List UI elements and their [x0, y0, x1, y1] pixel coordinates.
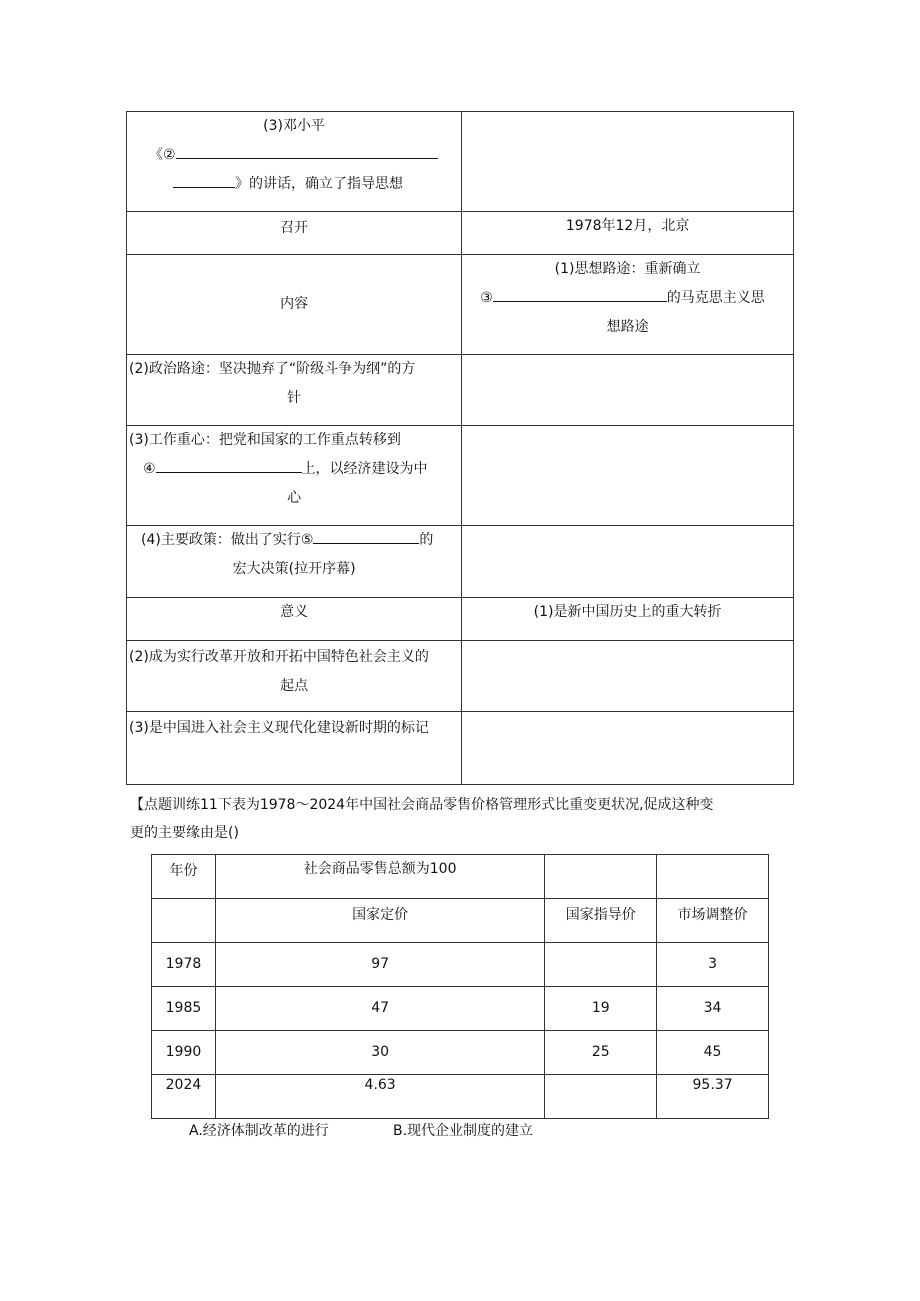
- value-cell: [545, 1075, 657, 1119]
- table-row: [127, 526, 794, 598]
- table-cell: [462, 112, 794, 212]
- cell-text: ③: [480, 290, 493, 306]
- table-row: [127, 598, 794, 641]
- value-cell: 34: [657, 987, 769, 1031]
- option-a[interactable]: A.经济体制改革的进行: [189, 1123, 329, 1139]
- year-cell: 1978: [152, 943, 216, 987]
- table-row: [152, 899, 769, 943]
- cell-text: (4)主要政策：做出了实行⑤: [141, 532, 314, 548]
- table-cell: [127, 526, 462, 598]
- value-cell: 30: [215, 1031, 544, 1075]
- header-year: 年份: [152, 855, 216, 899]
- cell-text: 的马克思主义思: [666, 290, 765, 306]
- cell-text: 《②: [149, 147, 176, 163]
- table-row: [127, 112, 794, 212]
- question-line: 更的主要缘由是(): [130, 825, 239, 841]
- value-cell: 19: [545, 987, 657, 1031]
- table-cell: [127, 641, 462, 712]
- year-cell: 1985: [152, 987, 216, 1031]
- cell-text: 的: [419, 532, 434, 548]
- table-row: [127, 355, 794, 426]
- year-cell: 2024: [152, 1075, 216, 1119]
- cell-text: 召开: [127, 212, 462, 255]
- sub-header: 国家定价: [215, 899, 544, 943]
- cell-text: 》的讲话，确立了指导思想: [235, 176, 403, 192]
- cell-text: ④: [143, 461, 156, 477]
- cell-text: 心: [287, 490, 302, 506]
- value-cell: 45: [657, 1031, 769, 1075]
- cell-text: (3)工作重心：把党和国家的工作重点转移到: [129, 432, 401, 448]
- table-row: [152, 943, 769, 987]
- history-table: [126, 111, 794, 785]
- cell-text: (1)思想路途：重新确立: [554, 261, 701, 277]
- table-row: [152, 855, 769, 899]
- table-cell: [127, 112, 462, 212]
- value-cell: [545, 943, 657, 987]
- table-row: [127, 426, 794, 526]
- table-row: [127, 212, 794, 255]
- cell-text: 想路途: [606, 319, 649, 335]
- fill-blank[interactable]: [493, 285, 667, 302]
- fill-blank[interactable]: [156, 456, 302, 473]
- cell-text: (1)是新中国历史上的重大转折: [462, 598, 794, 641]
- sub-header: 市场调整价: [657, 899, 769, 943]
- table-cell: [462, 641, 794, 712]
- year-cell: 1990: [152, 1031, 216, 1075]
- price-table: [151, 854, 769, 1119]
- value-cell: 3: [657, 943, 769, 987]
- table-cell: [127, 426, 462, 526]
- table-cell: [127, 355, 462, 426]
- table-row: [127, 641, 794, 712]
- table-row: [127, 712, 794, 785]
- fill-blank[interactable]: [176, 142, 438, 159]
- table-cell: [462, 526, 794, 598]
- cell-text: [127, 455, 461, 484]
- cell-text: 上，以经济建设为中: [301, 461, 428, 477]
- cell-text: [127, 170, 461, 199]
- value-cell: 97: [215, 943, 544, 987]
- cell-text: 宏大决策(拉开序幕): [232, 561, 356, 577]
- value-cell: 25: [545, 1031, 657, 1075]
- table-cell: [462, 255, 794, 355]
- cell-text: 内容: [127, 255, 462, 355]
- option-b[interactable]: B.现代企业制度的建立: [393, 1123, 534, 1139]
- table-row: [127, 255, 794, 355]
- value-cell: 95.37: [657, 1075, 769, 1119]
- cell-text: [462, 284, 793, 313]
- table-cell: [462, 355, 794, 426]
- cell-text: 意义: [127, 598, 462, 641]
- cell-text: 针: [287, 390, 302, 406]
- sub-header: 国家指导价: [545, 899, 657, 943]
- cell-text: 起点: [280, 678, 309, 694]
- fill-blank[interactable]: [173, 171, 235, 188]
- table-cell: [545, 855, 657, 899]
- value-cell: 47: [215, 987, 544, 1031]
- table-cell: [152, 899, 216, 943]
- cell-text: (3)是中国进入社会主义现代化建设新时期的标记: [127, 712, 462, 785]
- table-cell: [462, 712, 794, 785]
- table-cell: [462, 426, 794, 526]
- cell-text: 1978年12月，北京: [462, 212, 794, 255]
- cell-text: (2)成为实行改革开放和开拓中国特色社会主义的: [129, 649, 429, 665]
- table-row: [152, 987, 769, 1031]
- question-line: 【点题训练11下表为1978～2024年中国社会商品零售价格管理形式比重变更状况,促成这种变: [130, 797, 714, 813]
- cell-text: [127, 526, 461, 555]
- table-cell: [657, 855, 769, 899]
- cell-text: [127, 141, 461, 170]
- value-cell: 4.63: [215, 1075, 544, 1119]
- cell-text: (3)邓小平: [263, 118, 326, 134]
- table-row: [152, 1075, 769, 1119]
- table-row: [152, 1031, 769, 1075]
- header-total: 社会商品零售总额为100: [215, 855, 544, 899]
- cell-text: (2)政治路途：坚决抛弃了“阶级斗争为纲”的方: [129, 361, 416, 377]
- fill-blank[interactable]: [313, 527, 419, 544]
